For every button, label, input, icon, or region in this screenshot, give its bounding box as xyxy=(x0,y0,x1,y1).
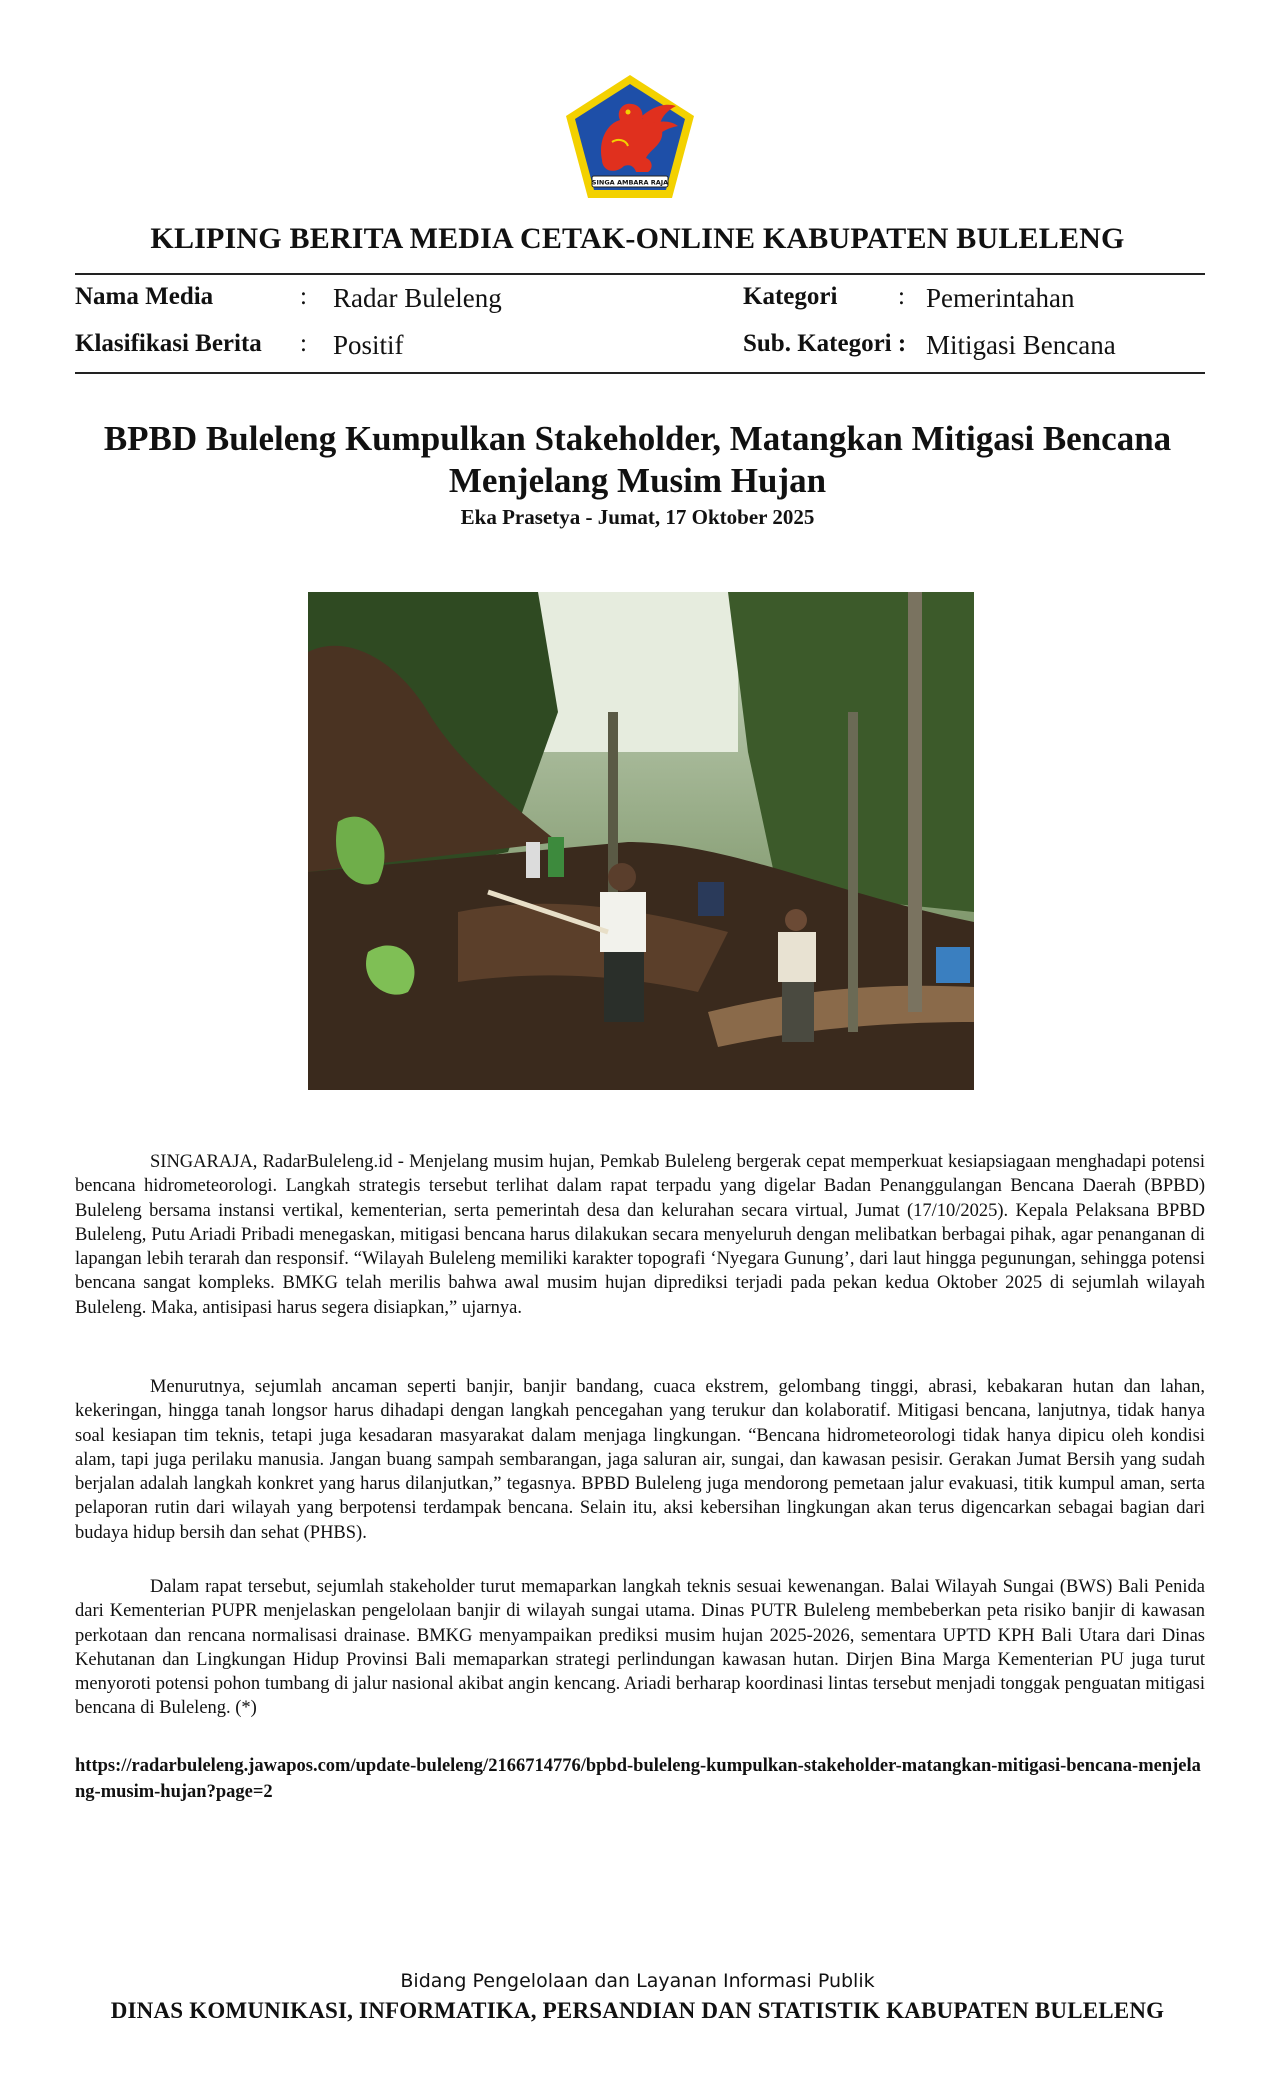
article-paragraph-1: SINGARAJA, RadarBuleleng.id - Menjelang musim hujan, Pemkab Buleleng bergerak cepat memperkuat kesiapsiagaan menghadapi potensi bencana hidrometeorologi. Langkah strategis tersebut terlihat dalam rapat terpadu yang digelar Badan Penanggulangan Bencana Daerah (BPBD) Buleleng bersama instansi vertikal, kementerian, serta pemerintah desa dan kelurahan secara virtual, Jumat (17/10/2025). Kepala Pelaksana BPBD Buleleng, Putu Ariadi Pribadi menegaskan, mitigasi bencana harus dilakukan secara menyeluruh dengan melibatkan berbagai pihak, agar penanganan di lapangan lebih terarah dan responsif. “Wilayah Buleleng memiliki karakter topografi ‘Nyegara Gunung’, dari laut hingga pegunungan, sehingga potensi bencana sangat kompleks. BMKG telah merilis bahwa awal musim hujan diprediksi terjadi pada pekan kedua Oktober 2025 di sejumlah wilayah Buleleng. Maka, antisipasi harus segera disiapkan,” ujarnya. xyxy=(75,1152,1205,1318)
clipping-header-title: KLIPING BERITA MEDIA CETAK-ONLINE KABUPATEN BULELENG xyxy=(150,222,1125,255)
kategori-value: Pemerintahan xyxy=(926,283,1075,313)
singa-ambara-raja-emblem-icon xyxy=(562,72,698,202)
footer-agency: DINAS KOMUNIKASI, INFORMATIKA, PERSANDIAN DAN STATISTIK KABUPATEN BULELENG xyxy=(110,1998,1165,2023)
sub-kategori-value: Mitigasi Bencana xyxy=(926,330,1116,360)
sub-kategori-label: Sub. Kategori : xyxy=(743,330,907,357)
klasifikasi-berita-label: Klasifikasi Berita xyxy=(75,330,262,357)
source-url-link[interactable]: https://radarbuleleng.jawapos.com/update-buleleng/2166714776/bpbd-buleleng-kumpulkan-stakeholder-matangkan-mitigasi-bencana-menjelang-musim-hujan?page=2 xyxy=(75,1756,1201,1802)
kategori-colon: : xyxy=(898,283,905,310)
header-divider-top xyxy=(75,273,1205,275)
article-paragraph-3: Dalam rapat tersebut, sejumlah stakeholder turut memaparkan langkah teknis sesuai kewenangan. Balai Wilayah Sungai (BWS) Bali Penida dari Kementerian PUPR menjelaskan pengelolaan banjir di wilayah sungai utama. Dinas PUTR Buleleng membeberkan peta risiko banjir di kawasan perkotaan dan rencana normalisasi drainase. BMKG menyampaikan prediksi musim hujan 2025-2026, sementara UPTD KPH Bali Utara dari Dinas Kehutanan dan Lingkungan Hidup Provinsi Bali memaparkan strategi perlindungan kawasan hutan. Dirjen Bina Marga Kementerian PU juga turut menyoroti potensi pohon tumbang di jalur nasional akibat angin kencang. Ariadi berharap koordinasi lintas tersebut menjadi tonggak penguatan mitigasi bencana di Buleleng. (*) xyxy=(75,1577,1205,1719)
buleleng-regency-logo xyxy=(562,72,698,202)
article-headline: BPBD Buleleng Kumpulkan Stakeholder, Matangkan Mitigasi Bencana Menjelang Musim Hujan xyxy=(103,419,1172,500)
kategori-label: Kategori xyxy=(743,283,838,310)
klasifikasi-berita-colon: : xyxy=(300,330,307,357)
footer-division: Bidang Pengelolaan dan Layanan Informasi Publik xyxy=(400,1970,875,1992)
landslide-cleanup-photo xyxy=(308,592,974,1090)
nama-media-value: Radar Buleleng xyxy=(333,283,502,313)
logo-motto: SINGA AMBARA RAJA xyxy=(591,178,669,187)
nama-media-label: Nama Media xyxy=(75,283,214,310)
klasifikasi-berita-value: Positif xyxy=(333,330,404,360)
header-divider-bottom xyxy=(75,372,1205,374)
article-photo xyxy=(308,592,974,1090)
nama-media-colon: : xyxy=(300,283,307,310)
article-paragraph-2: Menurutnya, sejumlah ancaman seperti banjir, banjir bandang, cuaca ekstrem, gelombang tinggi, abrasi, kebakaran hutan dan lahan, kekeringan, hingga tanah longsor harus dihadapi dengan langkah pencegahan yang terukur dan kolaboratif. Mitigasi bencana, lanjutnya, tidak hanya soal kesiapan tim teknis, tetapi juga kesadaran masyarakat dalam menjaga lingkungan. “Bencana hidrometeorologi tidak hanya dipicu oleh kondisi alam, tapi juga perilaku manusia. Jangan buang sampah sembarangan, jaga saluran air, sungai, dan kawasan pesisir. Gerakan Jumat Bersih yang sudah berjalan adalah langkah konkret yang harus dilanjutkan,” tegasnya. BPBD Buleleng juga mendorong pemetaan jalur evakuasi, titik kumpul aman, serta pelaporan rutin dari wilayah yang berpotensi terdampak bencana. Selain itu, aksi kebersihan lingkungan akan terus digencarkan sebagai bagian dari budaya hidup bersih dan sehat (PHBS). xyxy=(75,1377,1205,1543)
article-byline: Eka Prasetya - Jumat, 17 Oktober 2025 xyxy=(460,505,815,529)
